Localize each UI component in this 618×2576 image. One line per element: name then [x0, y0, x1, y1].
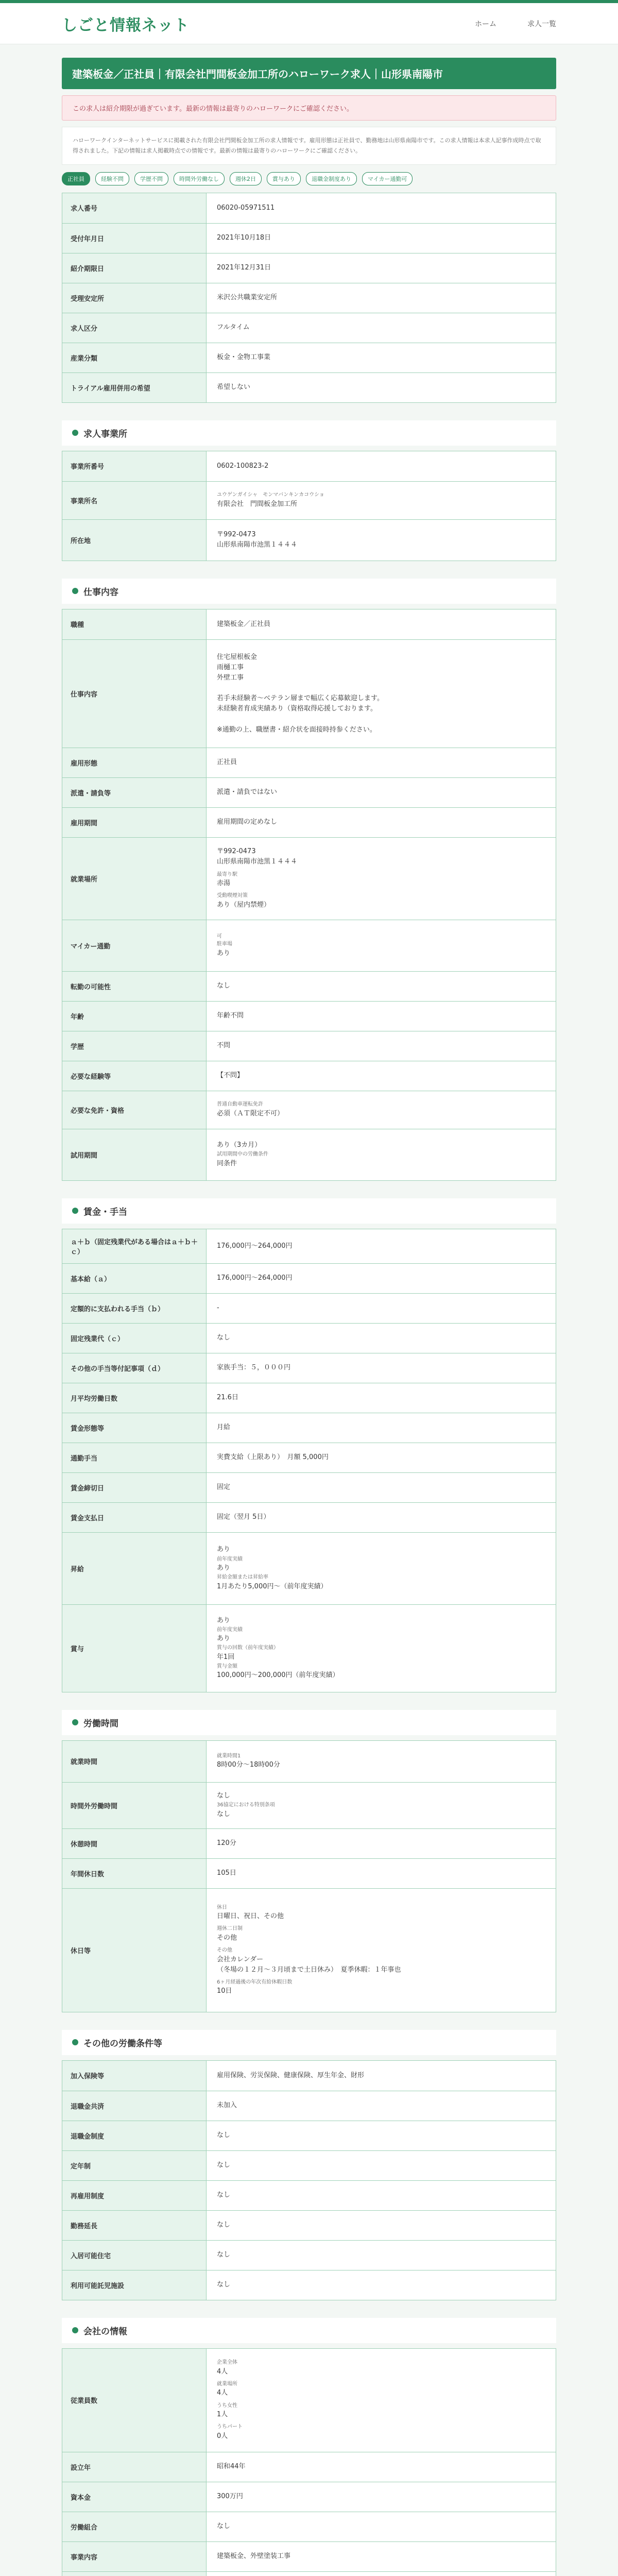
table-row — [62, 1413, 556, 1443]
row-value: 固定 — [217, 1483, 231, 1492]
table-row — [62, 1129, 556, 1180]
row-value: 米沢公共職業安定所 — [217, 294, 278, 302]
table-row — [62, 2180, 556, 2210]
station-value: 赤湯 — [217, 879, 231, 888]
row-value: 0602-100823-2 — [217, 462, 269, 470]
table-row — [62, 2571, 556, 2576]
table-row — [62, 2512, 556, 2541]
section-heading-text: 仕事内容 — [83, 587, 118, 598]
row-label: 休憩時間 — [62, 1829, 207, 1858]
tag: 退職金制度あり — [306, 172, 357, 185]
row-value: なし — [217, 2281, 231, 2289]
row-value: 固定（翌月 5日） — [217, 1513, 270, 1521]
row-value: 未加入 — [217, 2102, 237, 2110]
conditions-table — [62, 2060, 556, 2300]
tag: 時間外労働なし — [174, 172, 225, 185]
row-value — [207, 1129, 556, 1180]
row-value — [207, 1091, 556, 1129]
row-label: 基本給（ａ） — [62, 1264, 207, 1293]
table-row — [62, 519, 556, 561]
paid-leave-label: 6ヶ月経過後の年次有給休暇日数 — [217, 1979, 293, 1985]
table-row — [62, 313, 556, 343]
table-row — [62, 2482, 556, 2512]
section-heading — [62, 1710, 556, 1735]
row-value: なし — [217, 2251, 231, 2259]
feature-tags — [62, 172, 556, 185]
table-row — [62, 1604, 556, 1692]
row-label: 設立年 — [62, 2452, 207, 2482]
page-title: 建築板金／正社員｜有限会社門間板金加工所のハローワーク求人｜山形県南陽市 — [62, 58, 556, 89]
table-row — [62, 1293, 556, 1323]
row-value: 年齢不問 — [217, 1012, 244, 1020]
bullet-icon — [72, 2327, 78, 2333]
row-value: なし — [217, 2131, 231, 2140]
trial-conditions-label: 試用期間中の労働条件 — [217, 1151, 268, 1158]
raise-history-value: あり — [217, 1564, 231, 1572]
row-label: 転勤の可能性 — [62, 972, 207, 1001]
table-row — [62, 481, 556, 519]
row-label: 固定残業代（ｃ） — [62, 1324, 207, 1353]
holiday-value: 日曜日、祝日、その他 — [217, 1912, 284, 1921]
table-row — [62, 609, 556, 639]
section-heading-text: 会社の情報 — [83, 2326, 127, 2337]
parking-value: あり — [217, 949, 231, 957]
row-label: 派遣・請負等 — [62, 778, 207, 807]
row-label: 加入保険等 — [62, 2061, 207, 2091]
workplace-address: 〒992-0473 山形県南陽市池黒１４４４ — [217, 848, 298, 866]
other-holiday-value: 会社カレンダー （冬場の１２月～３月頃まで土日休み） 夏季休暇：１年事也 — [217, 1955, 401, 1974]
section-heading-text: 労働時間 — [83, 1718, 118, 1729]
row-value: - — [217, 1304, 219, 1312]
row-label: 昇給 — [62, 1533, 207, 1604]
table-row — [62, 777, 556, 807]
bullet-icon — [72, 588, 78, 594]
row-value — [207, 920, 556, 971]
row-label: 定年制 — [62, 2151, 207, 2180]
table-row — [62, 1502, 556, 1532]
table-row — [62, 223, 556, 253]
table-row — [62, 1443, 556, 1472]
bullet-icon — [72, 1719, 78, 1725]
row-label: 定額的に支払われる手当（ｂ） — [62, 1294, 207, 1323]
main-nav — [475, 19, 556, 29]
table-row — [62, 2210, 556, 2240]
row-value: 正社員 — [217, 758, 237, 767]
row-value: なし — [217, 2191, 231, 2199]
table-row — [62, 1061, 556, 1091]
table-row — [62, 372, 556, 402]
row-value: 建築板金、外壁塗装工事 — [217, 2552, 291, 2561]
row-value: 〒992-0473 山形県南陽市池黒１４４４ — [217, 530, 298, 549]
company-section — [62, 420, 556, 561]
site-logo[interactable]: しごと情報ネット — [62, 16, 190, 35]
section-heading — [62, 579, 556, 604]
table-row — [62, 343, 556, 372]
two-day-weekend-value: その他 — [217, 1934, 237, 1942]
row-value: 120分 — [217, 1839, 236, 1848]
row-label: 年齢 — [62, 1002, 207, 1031]
row-value: 2021年12月31日 — [217, 264, 271, 272]
row-value: 派遣・請負ではない — [217, 788, 278, 796]
row-value: 家族手当：５，０００円 — [217, 1364, 291, 1372]
row-value: 雇用保険、労災保険、健康保険、厚生年金、財形 — [217, 2071, 365, 2079]
section-heading — [62, 2030, 556, 2055]
row-label: 資本金 — [62, 2482, 207, 2512]
row-value: 月給 — [217, 1423, 231, 1432]
table-row — [62, 2240, 556, 2270]
company-name-kana: ユウゲンガイシャ モンマバンキンカコウショ — [217, 492, 324, 498]
section-heading-text: 求人事業所 — [83, 429, 127, 439]
row-value: フルタイム — [217, 324, 250, 332]
row-label: 産業分類 — [62, 343, 207, 372]
row-label: 事業所名 — [62, 482, 207, 519]
employees-total-label: 企業全体 — [217, 2360, 237, 2366]
row-label: マイカー通勤 — [62, 920, 207, 971]
tag: 経験不問 — [95, 172, 129, 185]
job-section — [62, 579, 556, 1181]
raise-amount-label: 昇給金額または昇給率 — [217, 1574, 268, 1581]
table-row — [62, 807, 556, 837]
license-name: 普通自動車運転免許 — [217, 1101, 263, 1108]
employees-site-label: 就業場所 — [217, 2381, 237, 2387]
table-row — [62, 971, 556, 1001]
bonus-history-value: あり — [217, 1635, 231, 1643]
row-value — [207, 1889, 556, 2012]
row-value: なし — [217, 2221, 231, 2229]
site-header — [0, 3, 618, 44]
row-value: 176,000円～264,000円 — [217, 1274, 293, 1282]
bonus-amount-label: 賞与金額 — [217, 1663, 237, 1669]
table-row — [62, 2121, 556, 2150]
row-value: なし — [217, 2522, 231, 2531]
table-row — [62, 1858, 556, 1888]
row-label: 勤務延長 — [62, 2211, 207, 2240]
table-row — [62, 2452, 556, 2482]
employees-female-value: 1人 — [217, 2411, 228, 2419]
raise-history-label: 前年度実績 — [217, 1556, 243, 1562]
bonus-value: あり — [217, 1616, 231, 1624]
row-value: 住宅屋根板金 雨樋工事 外壁工事 若手未経験者～ベテラン層まで幅広く応募歓迎します。 未経験者育成実績あり（資格取得応援しております。 ※通勤の上、職歴書・紹介状を面接時持参ください。 — [217, 653, 384, 734]
table-row — [62, 193, 556, 223]
table-row — [62, 1323, 556, 1353]
employees-total-value: 4人 — [217, 2367, 228, 2376]
special-clause-label: 36協定における特別条項 — [217, 1802, 275, 1808]
table-row — [62, 837, 556, 920]
bullet-icon — [72, 1208, 78, 1214]
row-value — [207, 1783, 556, 1828]
main-content — [62, 58, 556, 2576]
license-requirement: 必須（ＡＴ限定不可） — [217, 1109, 284, 1117]
work-hours-value: 8時00分〜18時00分 — [217, 1761, 280, 1769]
row-label: 利用可能託児施設 — [62, 2270, 207, 2300]
trial-conditions-value: 同条件 — [217, 1159, 237, 1167]
row-value: 2021年10月18日 — [217, 234, 271, 242]
overtime-value: なし — [217, 1792, 231, 1800]
nav-jobs-link[interactable]: 求人一覧 — [527, 20, 556, 28]
table-row — [62, 1383, 556, 1413]
basic-info-table — [62, 193, 556, 403]
row-label: 受理安定所 — [62, 283, 207, 313]
car-commute-allowed: 可 — [217, 933, 222, 939]
company-table — [62, 451, 556, 561]
row-label: 年間休日数 — [62, 1859, 207, 1888]
section-heading — [62, 2318, 556, 2343]
row-label: 求人区分 — [62, 313, 207, 343]
table-row — [62, 1888, 556, 2012]
section-heading — [62, 1198, 556, 1224]
row-value — [207, 2572, 556, 2576]
row-label: 退職金共済 — [62, 2091, 207, 2121]
holiday-label: 休日 — [217, 1904, 227, 1910]
table-row — [62, 1091, 556, 1129]
row-label: 再雇用制度 — [62, 2181, 207, 2210]
row-label: 従業員数 — [62, 2349, 207, 2452]
table-row — [62, 1828, 556, 1858]
employees-parttime-label: うちパート — [217, 2424, 243, 2430]
table-row — [62, 2349, 556, 2452]
table-row — [62, 639, 556, 748]
section-heading — [62, 420, 556, 446]
row-value — [207, 1741, 556, 1782]
row-label: 職種 — [62, 609, 207, 639]
conditions-section — [62, 2030, 556, 2300]
table-row — [62, 2150, 556, 2180]
intro-text: ハローワークインターネットサービスに掲載された有限会社門間板金加工所の求人情報です。雇用形態は正社員で、勤務地は山形県南陽市です。この求人情報は本求人記事作成時点で取得されました。下記の情報は求人掲載時点での情報です。最新の情報は最寄りのハローワークにご確認ください。 — [62, 127, 556, 165]
table-row — [62, 2091, 556, 2121]
row-value: 板金・金物工事業 — [217, 353, 271, 362]
paid-leave-value: 10日 — [217, 1987, 232, 1995]
table-row — [62, 1263, 556, 1293]
table-row — [62, 1472, 556, 1502]
table-row — [62, 1782, 556, 1828]
other-holiday-label: その他 — [217, 1947, 232, 1954]
row-label: 必要な経験等 — [62, 1061, 207, 1091]
row-label: 時間外労働時間 — [62, 1783, 207, 1828]
row-value — [207, 1533, 556, 1604]
trial-period-value: あり（3カ月） — [217, 1141, 262, 1149]
tag-employment: 正社員 — [62, 172, 90, 185]
row-label: 賃金支払日 — [62, 1503, 207, 1532]
expired-alert: この求人は紹介期限が過ぎています。最新の情報は最寄りのハローワークにご確認ください。 — [62, 95, 556, 121]
row-label: 労働組合 — [62, 2512, 207, 2541]
table-row — [62, 283, 556, 313]
row-value: 昭和44年 — [217, 2463, 246, 2471]
row-value: 【不問】 — [217, 1072, 244, 1080]
row-label: 賃金締切日 — [62, 1473, 207, 1502]
wage-section — [62, 1198, 556, 1692]
table-row — [62, 1532, 556, 1604]
tag: マイカー通勤可 — [362, 172, 413, 185]
row-label: 紹介期限日 — [62, 253, 207, 283]
table-row — [62, 920, 556, 971]
job-table — [62, 609, 556, 1181]
row-value: 300万円 — [217, 2493, 243, 2501]
row-label: 求人番号 — [62, 193, 207, 223]
table-row — [62, 1001, 556, 1031]
row-value: 雇用期間の定めなし — [217, 818, 278, 826]
bonus-amount-value: 100,000円～200,000円（前年度実績） — [217, 1671, 339, 1680]
row-value: 建築板金／正社員 — [217, 620, 271, 628]
tag: 賞与あり — [267, 172, 301, 185]
row-value: 不問 — [217, 1042, 231, 1050]
table-row — [62, 451, 556, 481]
company-info-section — [62, 2318, 556, 2576]
bonus-count-label: 賞与の回数（前年度実績） — [217, 1645, 279, 1651]
row-label: 試用期間 — [62, 1129, 207, 1180]
table-row — [62, 748, 556, 777]
parking-label: 駐車場 — [217, 941, 232, 947]
row-label: 雇用形態 — [62, 748, 207, 777]
row-label: 所在地 — [62, 520, 207, 561]
row-label: 必要な免許・資格 — [62, 1091, 207, 1129]
section-heading-text: 賃金・手当 — [83, 1207, 127, 1217]
table-row — [62, 253, 556, 283]
nav-home-link[interactable]: ホーム — [475, 20, 496, 28]
table-row — [62, 2541, 556, 2571]
hours-section — [62, 1710, 556, 2012]
company-info-table — [62, 2348, 556, 2576]
employees-parttime-value: 0人 — [217, 2432, 228, 2440]
row-value — [207, 482, 556, 519]
row-label: 通勤手当 — [62, 1443, 207, 1472]
table-row — [62, 1353, 556, 1383]
row-value: なし — [217, 982, 231, 990]
row-label: 仕事内容 — [62, 640, 207, 748]
tag: 学歴不問 — [134, 172, 168, 185]
row-value: 実費支給（上限あり） 月額 5,000円 — [217, 1453, 329, 1462]
smoking-value: あり（屋内禁煙） — [217, 901, 271, 909]
row-label: 受付年月日 — [62, 224, 207, 253]
row-label: トライアル雇用併用の希望 — [62, 373, 207, 402]
bullet-icon — [72, 2039, 78, 2045]
table-row — [62, 1031, 556, 1061]
row-label: ａ＋ｂ（固定残業代がある場合はａ＋ｂ＋ｃ） — [62, 1229, 207, 1263]
row-value — [207, 1605, 556, 1692]
row-value: なし — [217, 2161, 231, 2170]
row-value: 06020-05971511 — [217, 204, 275, 212]
row-label: 休日等 — [62, 1889, 207, 2012]
work-hours-label: 就業時間1 — [217, 1753, 241, 1759]
row-label: 月平均労働日数 — [62, 1383, 207, 1413]
bonus-history-label: 前年度実績 — [217, 1626, 243, 1633]
row-label: 就業場所 — [62, 838, 207, 920]
employees-female-label: うち女性 — [217, 2402, 237, 2409]
tag: 週休2日 — [230, 172, 262, 185]
row-value — [207, 838, 556, 920]
bullet-icon — [72, 430, 78, 436]
row-value: 105日 — [217, 1869, 236, 1877]
smoking-label: 受動喫煙対策 — [217, 893, 248, 899]
table-row — [62, 1741, 556, 1782]
two-day-weekend-label: 週休二日制 — [217, 1926, 243, 1932]
row-label: 雇用期間 — [62, 808, 207, 837]
row-value: なし — [217, 1334, 231, 1342]
row-label: 事業所番号 — [62, 451, 207, 481]
row-value: 176,000円～264,000円 — [217, 1242, 293, 1250]
hours-table — [62, 1740, 556, 2012]
row-value — [207, 2349, 556, 2452]
company-name: 有限会社 門間板金加工所 — [217, 500, 298, 508]
raise-value: あり — [217, 1546, 231, 1554]
row-label: 入居可能住宅 — [62, 2241, 207, 2270]
wage-table — [62, 1229, 556, 1692]
bonus-count-value: 年1回 — [217, 1653, 235, 1661]
raise-amount-value: 1月あたり5,000円～（前年度実績） — [217, 1582, 328, 1590]
row-value: 21.6日 — [217, 1394, 238, 1402]
row-label: その他の手当等付記事項（ｄ） — [62, 1353, 207, 1383]
row-label: 賃金形態等 — [62, 1413, 207, 1443]
section-heading-text: その他の労働条件等 — [83, 2038, 162, 2049]
row-value: 希望しない — [217, 383, 251, 392]
special-clause-value: なし — [217, 1810, 231, 1818]
row-label: 事業内容 — [62, 2542, 207, 2571]
row-label — [62, 2572, 207, 2576]
row-label: 就業時間 — [62, 1741, 207, 1782]
row-label: 退職金制度 — [62, 2121, 207, 2150]
station-label: 最寄り駅 — [217, 871, 237, 877]
row-label: 学歴 — [62, 1031, 207, 1061]
employees-site-value: 4人 — [217, 2389, 228, 2397]
row-label: 賞与 — [62, 1605, 207, 1692]
table-row — [62, 1229, 556, 1263]
table-row — [62, 2270, 556, 2300]
table-row — [62, 2061, 556, 2091]
